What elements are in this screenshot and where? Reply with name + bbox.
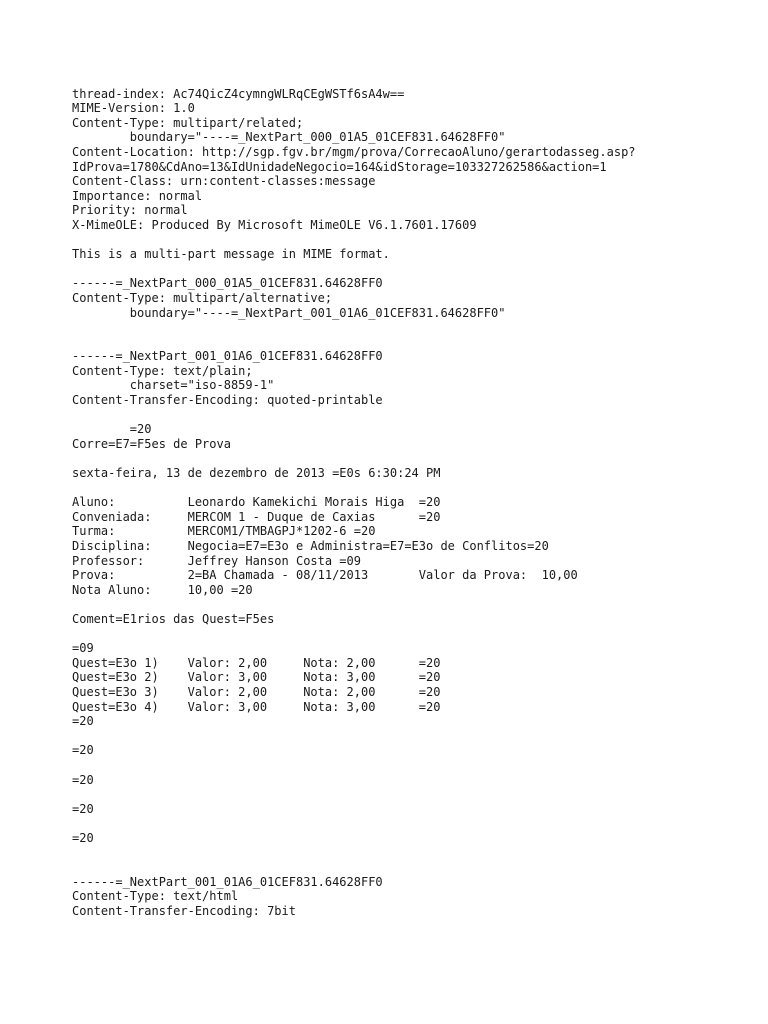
blank-line xyxy=(72,627,752,642)
blank-line xyxy=(72,233,752,248)
question-row: Quest=E3o 2) Valor: 3,00 Nota: 3,00 =20 xyxy=(72,670,441,685)
blank-line xyxy=(72,481,752,496)
mime-message-text xyxy=(72,72,752,933)
blank-line xyxy=(72,729,752,744)
part-content-type-html: Content-Type: text/html xyxy=(72,889,239,904)
body-title: Corre=E7=F5es de Prova xyxy=(72,436,231,451)
body-date: sexta-feira, 13 de dezembro de 2013 =E0s 6:30:24 PM xyxy=(72,466,441,481)
blank-line xyxy=(72,787,752,802)
blank-line xyxy=(72,451,752,466)
part-boundary-001: ------=_NextPart_001_01A6_01CEF831.64628FF0 xyxy=(72,349,383,364)
blank-line xyxy=(72,816,752,831)
part-boundary-001-html: ------=_NextPart_001_01A6_01CEF831.64628FF0 xyxy=(72,874,383,889)
part-charset: charset="iso-8859-1" xyxy=(72,378,275,393)
header-content-type: Content-Type: multipart/related; xyxy=(72,115,304,130)
header-boundary: boundary="----=_NextPart_000_01A5_01CEF831.64628FF0" xyxy=(72,130,506,145)
blank-line xyxy=(72,860,752,875)
header-content-location-cont: IdProva=1780&CdAno=13&IdUnidadeNegocio=164&idStorage=103327262586&action=1 xyxy=(72,159,607,174)
part-boundary-000: ------=_NextPart_000_01A5_01CEF831.64628FF0 xyxy=(72,276,383,291)
header-priority: Priority: normal xyxy=(72,203,188,218)
question-row: Quest=E3o 3) Valor: 2,00 Nota: 2,00 =20 xyxy=(72,684,441,699)
blank-line xyxy=(72,320,752,335)
body-line: =20 xyxy=(72,830,94,845)
blank-line xyxy=(72,335,752,350)
field-disciplina: Disciplina: Negocia=E7=E3o e Administra=E7=E3o de Conflitos=20 xyxy=(72,539,549,553)
blank-line xyxy=(72,262,752,277)
question-row: Quest=E3o 4) Valor: 3,00 Nota: 3,00 =20 xyxy=(72,699,441,714)
field-prova: Prova: 2=BA Chamada - 08/11/2013 Valor da Prova: 10,00 xyxy=(72,568,578,583)
header-x-mimeole: X-MimeOLE: Produced By Microsoft MimeOLE V6.1.7601.17609 xyxy=(72,217,477,232)
blank-line xyxy=(72,758,752,773)
field-nota-aluno: Nota Aluno: 10,00 =20 xyxy=(72,582,253,597)
body-line: =20 xyxy=(72,422,152,437)
header-content-class: Content-Class: urn:content-classes:message xyxy=(72,174,376,189)
header-mime-version: MIME-Version: 1.0 xyxy=(72,101,195,116)
mime-intro: This is a multi-part message in MIME format. xyxy=(72,247,390,262)
field-turma: Turma: MERCOM1/TMBAGPJ*1202-6 =20 xyxy=(72,524,376,539)
question-row: Quest=E3o 1) Valor: 2,00 Nota: 2,00 =20 xyxy=(72,655,441,670)
body-line: =20 xyxy=(72,772,94,787)
body-line: =09 xyxy=(72,641,94,656)
part-boundary-param: boundary="----=_NextPart_001_01A6_01CEF831.64628FF0" xyxy=(72,305,506,320)
header-importance: Importance: normal xyxy=(72,188,203,203)
blank-line xyxy=(72,597,752,612)
body-line: =20 xyxy=(72,714,94,729)
blank-line xyxy=(72,845,752,860)
part-transfer-encoding: Content-Transfer-Encoding: quoted-printable xyxy=(72,393,383,408)
header-thread-index: thread-index: Ac74QicZ4cymngWLRqCEgWSTf6sA4w== xyxy=(72,86,405,101)
field-professor: Professor: Jeffrey Hanson Costa =09 xyxy=(72,553,361,568)
part-content-type-plain: Content-Type: text/plain; xyxy=(72,363,253,378)
body-line: =20 xyxy=(72,801,94,816)
part-content-type-alternative: Content-Type: multipart/alternative; xyxy=(72,290,333,305)
field-aluno: Aluno: Leonardo Kamekichi Morais Higa =20 xyxy=(72,495,441,510)
body-line: =20 xyxy=(72,743,94,758)
field-conveniada: Conveniada: MERCOM 1 - Duque de Caxias =20 xyxy=(72,509,441,524)
header-content-location: Content-Location: http://sgp.fgv.br/mgm/prova/CorrecaoAluno/gerartodasseg.asp? xyxy=(72,144,636,159)
comments-heading: Coment=E1rios das Quest=F5es xyxy=(72,611,275,626)
part-transfer-encoding-html: Content-Transfer-Encoding: 7bit xyxy=(72,903,296,918)
blank-line xyxy=(72,408,752,423)
